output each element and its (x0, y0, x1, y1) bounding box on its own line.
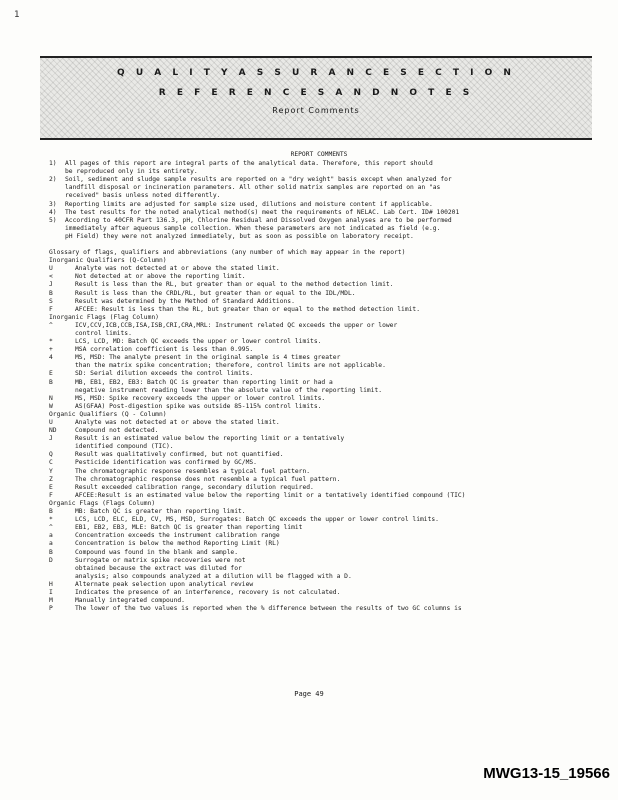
header-line-3: Report Comments (272, 106, 360, 115)
comment-line-code (49, 233, 65, 241)
glossary-entry-line-code: S (49, 297, 53, 305)
glossary-entry-line-code: * (49, 516, 53, 524)
comment-line-code (49, 192, 65, 200)
glossary-entry-line (49, 330, 589, 338)
top-margin-mark: 1 (14, 10, 20, 20)
document-id: MWG13-15_19566 (483, 765, 610, 782)
comment-line-code (49, 184, 65, 192)
glossary-entry-line-text: Compound not detected. (75, 427, 159, 435)
glossary-entry-line (49, 281, 589, 289)
glossary-entry-line-code: B (49, 378, 53, 386)
glossary-entry-line-text: Concentration is below the method Reporting Limit (RL) (75, 540, 280, 548)
comment-line-text: According to 40CFR Part 136.3, pH, Chlorine Residual and Dissolved Oxygen analyses are to be performed (65, 216, 452, 224)
glossary-entry-line-text: Alternate peak selection upon analytical review (75, 580, 254, 588)
glossary-entry-line-text: ICV,CCV,ICB,CCB,ISA,ISB,CRI,CRA,MRL: Instrument related QC exceeds the upper or lower (75, 321, 398, 329)
glossary-entry-line (49, 508, 589, 516)
comment-line-text: Reporting limits are adjusted for sample size used, dilutions and moisture content if applicable. (65, 200, 433, 208)
comment-line (49, 209, 589, 217)
glossary-entry-line-code: E (49, 483, 53, 491)
glossary-entry-line-text: Result was determined by the Method of Standard Additions. (75, 297, 295, 305)
glossary-entry-line-code: B (49, 508, 53, 516)
comment-line (49, 176, 589, 184)
glossary-entry-line (49, 557, 589, 565)
glossary-entry-line-text: MB: Batch QC is greater than reporting limit. (75, 508, 246, 516)
glossary-entry-line-code (49, 387, 65, 395)
glossary-section-heading: Inorganic Flags (Flag Column) (49, 313, 159, 321)
comment-line (49, 192, 589, 200)
glossary-entry-line-text: Compound was found in the blank and sample. (75, 548, 239, 556)
comment-line (49, 233, 589, 241)
glossary-entry-line-code: + (49, 346, 53, 354)
glossary-entry-line (49, 395, 589, 403)
glossary-entry-line-text: SD: Serial dilution exceeds the control limits. (75, 370, 254, 378)
glossary-entry-line-text: MS, MSD: The analyte present in the original sample is 4 times greater (75, 354, 341, 362)
glossary-entry-line (49, 589, 589, 597)
glossary-entry-line-text: Concentration exceeds the instrument calibration range (75, 532, 280, 540)
glossary-entry-line-text: The chromatographic response resembles a typical fuel pattern. (75, 467, 311, 475)
comment-line-text: received" basis unless noted differently. (65, 192, 221, 200)
glossary-entry-line-code: U (49, 419, 53, 426)
glossary-entry-line (49, 354, 589, 362)
glossary-entry-line-code: B (49, 289, 53, 297)
glossary-entry-line-text: MB, EB1, EB2, EB3: Batch QC is greater than reporting limit or had a (75, 378, 333, 386)
glossary-entry-line (49, 419, 589, 427)
glossary-entry-line-code: ND (49, 427, 57, 435)
glossary-entry-line-text: LCS, LCD, MD: Batch QC exceeds the upper or lower control limits. (75, 338, 322, 346)
glossary-entry-line-code (49, 573, 65, 581)
glossary-entry-line-code: P (49, 605, 53, 613)
glossary-entry-line-code: * (49, 338, 53, 346)
glossary-entry-line-code: 4 (49, 354, 53, 362)
glossary-entry-line (49, 322, 589, 330)
glossary-entry-line-text: Result is less than the RL, but greater than or equal to the method detection limit. (75, 281, 394, 289)
comment-line-text: Soil, sediment and sludge sample results are reported on a "dry weight" basis except when analyzed for (65, 176, 452, 184)
page-number: Page 49 (294, 690, 324, 698)
glossary-entry-line-text: control limits. (75, 329, 132, 337)
report-comments-title: REPORT COMMENTS (290, 151, 348, 158)
header-line-1: Q U A L I T Y A S S U R A N C E S E C T I O N (117, 68, 515, 78)
glossary-entry-line-code: W (49, 402, 53, 410)
glossary-entry-line-text: analysis; also compounds analyzed at a dilution will be flagged with a D. (75, 572, 352, 580)
glossary-entry-line-text: AS(GFAA) Post-digestion spike was outside 85-115% control limits. (75, 402, 322, 410)
glossary-entry-line (49, 532, 589, 540)
glossary-entry-line-code: D (49, 556, 53, 564)
glossary-entry-line-text: Result was qualitatively confirmed, but not quantified. (75, 451, 284, 459)
comment-line-text: landfill disposal or incineration parameters. All other solid matrix samples are reported on an "as (65, 184, 441, 192)
glossary-entry-line (49, 451, 589, 459)
glossary-entry-line (49, 468, 589, 476)
comment-line-text: pH Field) they were not analyzed immediately, but as soon as possible on laboratory receipt. (65, 232, 414, 240)
report-body (49, 151, 589, 613)
glossary-sections (49, 257, 589, 613)
comment-line-code: 5) (49, 216, 57, 224)
glossary-entry-line-text: MSA correlation coefficient is less than 0.995. (75, 346, 254, 354)
glossary-entry-line-code: F (49, 491, 53, 499)
glossary-entry-line (49, 484, 589, 492)
glossary-section-heading: Inorganic Qualifiers (Q-Column) (49, 257, 167, 265)
glossary-entry-line (49, 549, 589, 557)
glossary-entry-line (49, 435, 589, 443)
glossary-entry-line (49, 443, 589, 451)
glossary-entry-line-code: I (49, 588, 53, 596)
glossary-entry-line-code (49, 565, 65, 573)
glossary-entry-line (49, 362, 589, 370)
glossary-entry-line-code: Q (49, 451, 53, 459)
glossary-entry-line (49, 346, 589, 354)
glossary-entry-line-text: Surrogate or matrix spike recoveries were not (75, 556, 246, 564)
glossary-entry-line-text: Indicates the presence of an interference, recovery is not calculated. (75, 588, 341, 596)
glossary-entry-line (49, 597, 589, 605)
glossary-entry-line-code: ^ (49, 321, 53, 329)
glossary-entry-line (49, 516, 589, 524)
comment-line-text: The test results for the noted analytical method(s) meet the requirements of NELAC. Lab Cert. ID# 100201 (65, 208, 460, 216)
comment-line (49, 160, 589, 168)
glossary-entry-line-code: N (49, 394, 53, 402)
glossary-entry-line-text: negative instrument reading lower than the absolute value of the reporting limit. (75, 386, 383, 394)
glossary-entry-line-text: The lower of the two values is reported when the % difference between the results of two GC columns is (75, 605, 462, 613)
glossary-section-heading: Organic Flags (Flags Column) (49, 499, 156, 507)
glossary-entry-line (49, 492, 589, 500)
comment-line (49, 168, 589, 176)
glossary-entry-line-text: Analyte was not detected at or above the stated limit. (75, 265, 280, 273)
glossary-entry-line-text: Pesticide identification was confirmed by GC/MS. (75, 459, 257, 467)
glossary-entry-line (49, 338, 589, 346)
comment-line-code: 3) (49, 200, 57, 208)
glossary-entry-line-text: obtained because the extract was diluted for (75, 564, 242, 572)
comment-line-text: immediately after aqueous sample collection. When these parameters are not indicated as field (e.g. (65, 224, 441, 232)
glossary-entry-line-code: Z (49, 475, 53, 483)
glossary-entry-line-code: < (49, 273, 53, 281)
glossary-entry-line-code: J (49, 435, 53, 443)
glossary-entry-line-code (49, 330, 65, 338)
glossary-entry-line-code: U (49, 265, 53, 273)
glossary-entry-line-code: ^ (49, 524, 53, 532)
glossary-entry-line-code: a (49, 540, 53, 548)
section-header-banner (40, 56, 592, 140)
glossary-entry-line-code (49, 362, 65, 370)
glossary-entry-line-text: EB1, EB2, EB3, MLE: Batch QC is greater than reporting limit (75, 524, 303, 532)
glossary-entry-line-text: LCS, LCD, ELC, ELD, CV, MS, MSD, Surrogates: Batch QC exceeds the upper or lower control limits. (75, 516, 439, 524)
comment-line (49, 225, 589, 233)
glossary-entry-line-code: M (49, 597, 53, 605)
glossary-entry-line (49, 581, 589, 589)
comment-line-text: All pages of this report are integral parts of the analytical data. Therefore, this report should (65, 160, 433, 168)
glossary-entry-line (49, 540, 589, 548)
glossary-entry-line-code: J (49, 281, 53, 289)
glossary-entry-line-text: MS, MSD: Spike recovery exceeds the upper or lower control limits. (75, 394, 326, 402)
glossary-entry-line-text: The chromatographic response does not resemble a typical fuel pattern. (75, 475, 341, 483)
comment-line-code: 2) (49, 176, 57, 184)
glossary-entry-line-text: Manually integrated compound. (75, 597, 185, 605)
glossary-entry-line (49, 524, 589, 532)
glossary-entry-line-text: Not detected at or above the reporting limit. (75, 273, 246, 281)
comment-line-code: 4) (49, 208, 57, 216)
glossary-entry-line-code (49, 443, 65, 451)
glossary-entry-line-code: C (49, 459, 53, 467)
glossary-entry-line (49, 370, 589, 378)
glossary-entry-line-text: Result is an estimated value below the reporting limit or a tentatively (75, 435, 345, 443)
glossary-entry-line (49, 306, 589, 314)
comment-line-code: 1) (49, 160, 57, 168)
header-line-2: R E F E R E N C E S A N D N O T E S (158, 88, 474, 98)
glossary-entry-line (49, 379, 589, 387)
glossary-entry-line (49, 476, 589, 484)
glossary-entry-line (49, 403, 589, 411)
glossary-entry-line-code: H (49, 580, 53, 588)
glossary-entry-line-text: AFCEE: Result is less than the RL, but greater than or equal to the method detection limit. (75, 305, 420, 313)
glossary-entry-line (49, 427, 589, 435)
glossary-intro: Glossary of flags, qualifiers and abbreviations (any number of which may appear in the report) (49, 249, 406, 257)
glossary-entry-line (49, 273, 589, 281)
glossary-entry-line-text: identified compound (TIC). (75, 443, 174, 451)
glossary-entry-line-text: Analyte was not detected at or above the stated limit. (75, 419, 280, 426)
glossary-section-heading: Organic Qualifiers (Q - Column) (49, 410, 167, 418)
glossary-entry-line (49, 290, 589, 298)
glossary-entry-line (49, 265, 589, 273)
glossary-entry-line (49, 298, 589, 306)
comment-line-text: be reproduced only in its entirety. (65, 168, 198, 176)
comment-line (49, 217, 589, 225)
comment-line (49, 201, 589, 209)
glossary-entry-line-text: Result is less than the CRDL/RL, but greater than or equal to the IDL/MDL. (75, 289, 356, 297)
glossary-entry-line-text: AFCEE:Result is an estimated value below the reporting limit or a tentatively identified compound (TIC) (75, 491, 466, 499)
glossary-entry-line-code: F (49, 305, 53, 313)
glossary-entry-line-code: E (49, 370, 53, 378)
glossary-entry-line-code: B (49, 548, 53, 556)
glossary-entry-line-text: than the matrix spike concentration; therefore, control limits are not applicable. (75, 362, 386, 370)
glossary-entry-line-code: a (49, 532, 53, 540)
glossary-entry-line-text: Result exceeded calibration range, secondary dilution required. (75, 483, 314, 491)
comment-line (49, 184, 589, 192)
glossary-entry-line (49, 605, 589, 613)
report-comments-list (49, 160, 589, 241)
glossary-entry-line (49, 387, 589, 395)
glossary-entry-line (49, 459, 589, 467)
comment-line-code (49, 225, 65, 233)
glossary-entry-line (49, 573, 589, 581)
glossary-entry-line (49, 565, 589, 573)
comment-line-code (49, 168, 65, 176)
glossary-entry-line-code: Y (49, 467, 53, 475)
